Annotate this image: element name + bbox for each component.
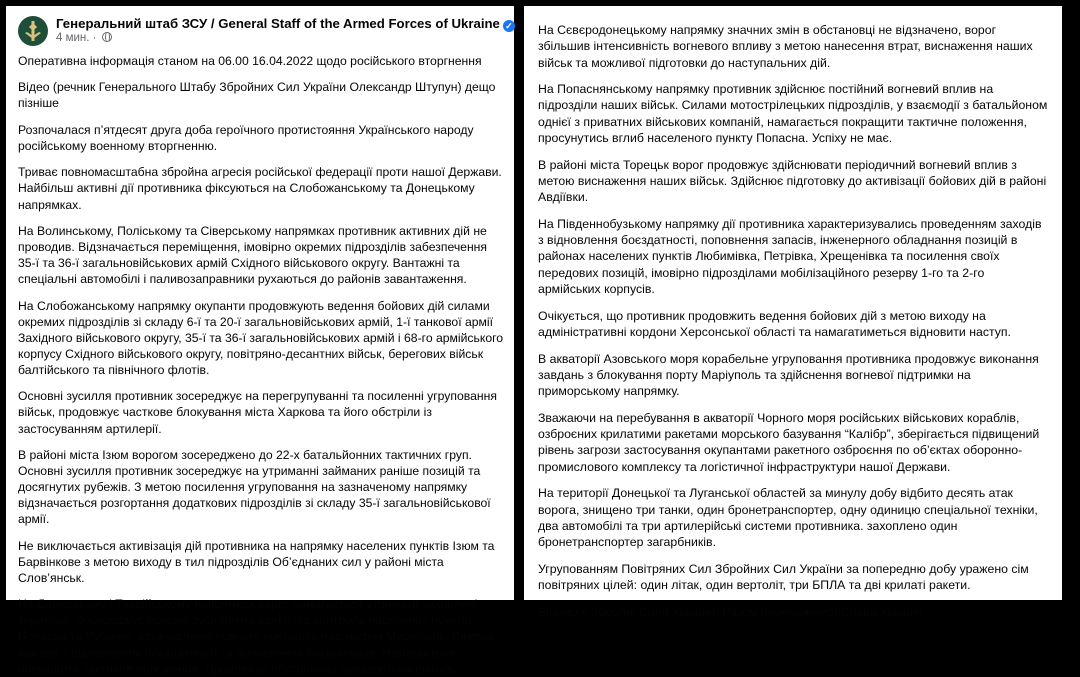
post-paragraph: Оперативна інформація станом на 06.00 16.04.2022 щодо російського вторгнення <box>18 54 482 68</box>
right-post-text <box>538 22 1050 620</box>
post-paragraph: На Волинському, Поліському та Сіверському напрямках противник активних дій не проводив. Відзначається переміщення, імовірно окремих підрозділів забезпечення 35-ї та 36-ї загальновійськових армій Східного військового округу. Вантажні та спеціальні автомобілі і паливозаправники рухаються до районів завантаження. <box>18 223 488 287</box>
post-paragraph: Угрупованням Повітряних Сил Збройних Сил України за попередню добу уражено сім повітряних цілей: один літак, один вертоліт, три БПЛА та дві крилаті ракети. <box>538 561 1029 592</box>
post-paragraph: Зважаючи на перебування в акваторії Чорного моря російських військових кораблів, озброєних крилатими ракетами морського базування “Калібр”, зберігається підвищений рівень загрози застосування окупантами ракетного озброєння по об’єктах оборонно-промислового комплексу та логістичної інфраструктури нашої Держави. <box>538 410 1040 474</box>
post-paragraph: Віримо у Збройні Сили України! Разом переможемо! Слава Україні! <box>538 604 923 619</box>
post-paragraph: Відео (речник Генерального Штабу Збройних Сил України Олександр Штупун) дещо пізніше <box>18 80 496 111</box>
post-paragraph: Розпочалася п’ятдесят друга доба героїчного протистояння Українського народу російському военному вторгненню. <box>18 122 474 153</box>
post-paragraph: На території Донецької та Луганської областей за минулу добу відбито десять атак ворога, знищено три танки, один бронетранспортер, одну одиницю спеціальної техніки, два автомобілі та три артилерійські системи противника. захоплено один бронетранспортер загарбників. <box>538 486 1038 550</box>
post-paragraph: На Попаснянському напрямку противник здійснює постійний вогневий вплив на підрозділи наших військ. Силами мотострілецьких підрозділів, у взаємодії з батальйоном однієї з приватних військових компаній, намагається покращити тактичне положення, просунутись вглиб населеного пункту Попасна. Успіху не має. <box>538 82 1048 146</box>
left-post-text <box>18 53 506 677</box>
verified-badge-icon: ✓ <box>503 20 515 32</box>
emblem-icon <box>21 19 45 43</box>
post-paragraph: Очікується, що противник продовжить ведення бойових дій з метою виходу на адміністративні кордони Херсонської області та намагатиметься відновити наступ. <box>538 308 1011 339</box>
post-paragraph: В акваторії Азовського моря корабельне угруповання противника продовжує виконання завдань з блокування порту Маріуполь та здійснення вогневої підтримки на приморському напрямку. <box>538 351 1039 399</box>
post-paragraph: На Слобожанському напрямку окупанти продовжують ведення бойових дій силами окремих підрозділів зі складу 6-ї та 20-ї загальновійськових армій, 1-ї танкової армії Західного військового округу, 35-ї та 36-ї загальновійськових армій і 68-го армійського корпусу Східного військового округу, повітряно-десантних військ, берегових військ балтійського та північного флотів. <box>18 298 504 377</box>
post-paragraph: На Сєвєродонецькому напрямку значних змін в обстановці не відзначено, ворог збільшив інтенсивність вогневого впливу з метою нанесення втрат, виснаження наших військ та можливої підготовки до наступальних дій. <box>538 23 1033 70</box>
globe-icon[interactable] <box>102 32 112 42</box>
post-paragraph: Основні зусилля противник зосереджує на перегрупуванні та посиленні угруповання військ, продовжує часткове блокування міста Харкова та його обстріли із застосуванням артилерії. <box>18 389 497 436</box>
post-header <box>18 16 513 46</box>
post-left-column <box>6 6 514 676</box>
coat-of-arms-avatar[interactable] <box>18 16 48 46</box>
post-paragraph: На Донецькому і Таврійському напрямках ворог намагається утримати захоплені території. Зосереджує основні зусилля на взятті під контроль населених пунктів Попасна та Рубіжне, встановленні повного контролю над містом Маріуполь. Вживає заходів з відновлення боєздатності та поповнення боєприпасів. Намагається покращити тактичне положення. Продовжує обстріли на більшості напрямків. <box>18 597 495 676</box>
post-paragraph: Триває повномасштабна збройна агресія російської федерації проти нашої Держави. Найбільш активні дії противника фіксуються на Слобожанському та Донецькому напрямках. <box>18 165 502 212</box>
post-timestamp[interactable]: 4 мин. · <box>56 32 97 45</box>
post-paragraph: В районі міста Торецьк ворог продовжує здійснювати періодичний вогневий вплив з метою виснаження наших військ. Здійснює підготовку до активізації бойових дій в районі Авдіївки. <box>538 157 1047 205</box>
page-name-link[interactable]: Генеральний штаб ЗСУ / General Staff of the Armed Forces of Ukraine <box>56 16 500 32</box>
post-right-column <box>524 6 1062 619</box>
post-paragraph: На Південнобузькому напрямку дії противника характеризувались проведенням заходів з відновлення боєздатності, поповнення запасів, інженерного обладнання позицій в районах населених пунктів Любимівка, Петрівка, Хрещенівка та посилення своїх передових позицій, імовірно підрозділами мобілізаційного резерву 1-го та 2-го армійських корпусів. <box>538 216 1042 297</box>
post-paragraph: Не виключається активізація дій противника на напрямку населених пунктів Ізюм та Барвінкове з метою виходу в тил підрозділів Об’єднаних сил у районі міста Слов’янськ. <box>18 538 495 585</box>
post-paragraph: В районі міста Ізюм ворогом зосереджено до 22-х батальйонних тактичних груп. Основні зусилля противник зосереджує на утриманні займаних раніше позицій та досягнутих рубежів. З метою посилення угруповання на зазначеному напрямку відзначається розгортання додаткових підрозділів зі складу 35-ї загальновійськової армії. <box>18 447 491 527</box>
